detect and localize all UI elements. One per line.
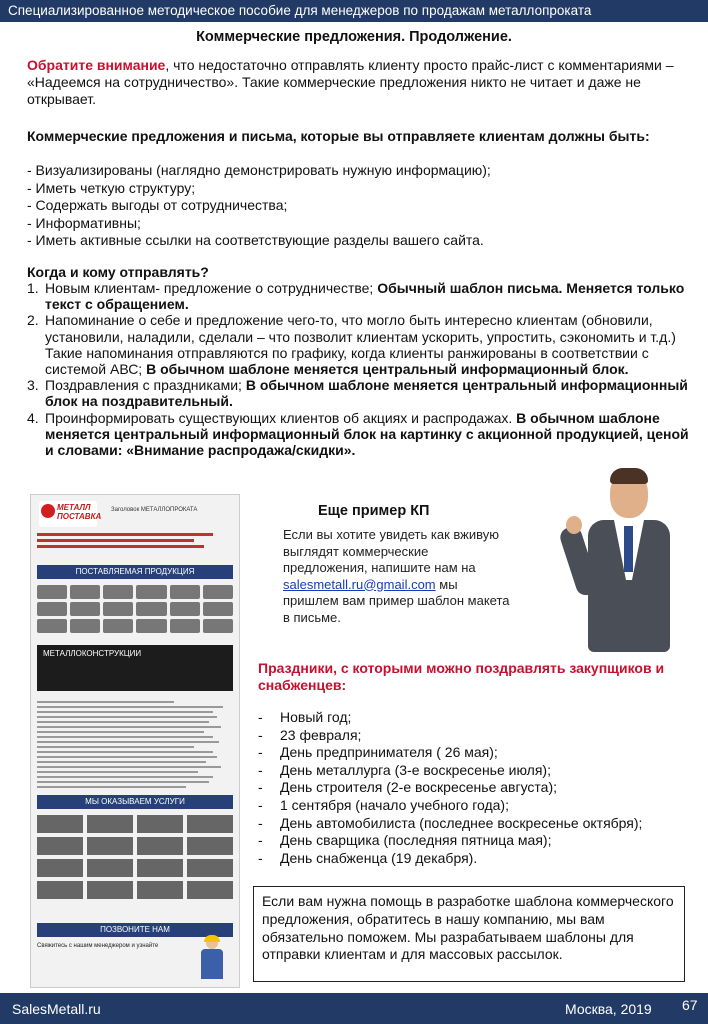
brochure-band-products: ПОСТАВЛЯЕМАЯ ПРОДУКЦИЯ [37,565,233,579]
list-bold: В обычном шаблоне меняется центральный информационный блок на картинку с акционной продукцией, ценой и словами: «Внимание распродажа/скидки». [45,409,689,459]
list-item [27,377,699,409]
attention-text: , что недостаточно отправлять клиенту просто прайс-лист с комментариями – «Надеемся на сотрудничество». Такие коммерческие предложения никто не читает и даже не открывает. [27,57,674,107]
brochure-logo [39,501,102,527]
header-title: Специализированное методическое пособие для менеджеров по продажам металлопроката [8,3,592,18]
example-title: Еще пример КП [318,503,430,519]
list-text: Новым клиентам- предложение о сотрудничестве; [45,280,378,296]
brochure-products-grid [37,585,233,633]
list-item: - 23 февраля; [258,726,362,743]
holidays-list [258,709,703,867]
logo-mark-icon [41,504,55,518]
help-box: Если вам нужна помощь в разработке шаблона коммерческого предложения, обратитесь в нашу компанию, мы вам обязательно поможем. Мы разрабатываем шаблоны для отправки клиентам и для массовых рассылок. [253,886,685,982]
example-text-after: мы пришлем вам пример шаблон макета в письме. [283,576,510,625]
when-heading: Когда и кому отправлять? [27,264,209,280]
list-bold: Обычный шаблон письма. Меняется только текст с обращением. [45,280,685,313]
list-item: - 1 сентября (начало учебного года); [258,796,509,813]
example-text [283,527,513,626]
list-item: - День строителя (2-е воскресенье августа); [258,779,558,796]
brochure-services-grid [37,815,233,899]
list-item: - Иметь четкую структуру; [27,179,196,196]
example-text-before: Если вы хотите увидеть как вживую выглядят коммерческие предложения, напишите нам на [283,527,499,575]
list-item [27,280,699,312]
list-bold: В обычном шаблоне меняется центральный информационный блок на поздравительный. [45,377,688,410]
brochure-bottom-text: Свяжитесь с нашим менеджером и узнайте [37,943,159,949]
requirements-list [27,162,699,250]
header-bar [0,0,708,22]
holidays-heading: Праздники, с которыми можно поздравлять закупщиков и снабженцев: [258,660,665,693]
businessman-illustration [566,464,706,656]
page-number: 67 [682,997,698,1013]
list-item [27,410,699,459]
list-item: - Информативны; [27,214,141,231]
list-item: - День предпринимателя ( 26 мая); [258,744,498,761]
list-bold: В обычном шаблоне меняется центральный информационный блок. [146,361,629,378]
footer-city-year: Москва, 2019 [565,1001,652,1017]
brochure-header-text: Заголовок МЕТАЛЛОПРОКАТА [111,507,198,513]
footer-bar [0,993,708,1024]
list-number: 2. [27,312,39,329]
attention-lead: Обратите внимание [27,57,166,73]
brochure-reasons-block [37,701,233,791]
list-number: 1. [27,280,39,296]
brochure-metal-structures [37,645,233,691]
list-text: Напоминание о себе и предложение чего-то, что могло быть интересно клиентам (обновили, установили, наладили, сделали – что позволит клиентам ускорить, упростить, сэкономить и т.д.) Такие напоминания отправляются по графику, когда клиенты ранжированы в соответствии с системой АВС; [45,312,676,378]
list-item: - Иметь активные ссылки на соответствующие разделы вашего сайта. [27,232,484,248]
list-item: - День металлурга (3-е воскресенье июля); [258,761,551,778]
footer-site[interactable]: SalesMetall.ru [12,1001,101,1017]
requirements-heading: Коммерческие предложения и письма, которые вы отправляете клиентам должны быть: [27,128,650,144]
brochure-dark-title: МЕТАЛЛОКОНСТРУКЦИИ [43,649,142,658]
list-item: - День снабженца (19 декабря). [258,849,478,866]
when-list [27,280,699,458]
worker-icon [197,935,227,981]
list-item: - Визуализированы (наглядно демонстрировать нужную информацию); [27,162,491,178]
list-item [27,312,699,377]
list-item: - Содержать выгоды от сотрудничества; [27,197,288,213]
list-item: - День автомобилиста (последнее воскресенье октября); [258,814,643,831]
list-number: 4. [27,409,39,426]
brochure-example-image [30,494,240,988]
brochure-logo-text: МЕТАЛЛ ПОСТАВКА [57,503,102,521]
brochure-text-lines [37,533,233,551]
list-text: Проинформировать существующих клиентов об акциях и распродажах. [45,409,517,426]
list-item: - День сварщика (последняя пятница мая); [258,832,552,849]
brochure-band-call: ПОЗВОНИТЕ НАМ [37,923,233,937]
page-title: Коммерческие предложения. Продолжение. [196,29,512,45]
brochure-band-services: МЫ ОКАЗЫВАЕМ УСЛУГИ [37,795,233,809]
attention-paragraph [27,57,699,108]
list-item: - Новый год; [258,709,352,725]
list-text: Поздравления с праздниками; [45,377,246,394]
list-number: 3. [27,377,39,394]
email-link[interactable]: salesmetall.ru@gmail.com [283,576,436,592]
